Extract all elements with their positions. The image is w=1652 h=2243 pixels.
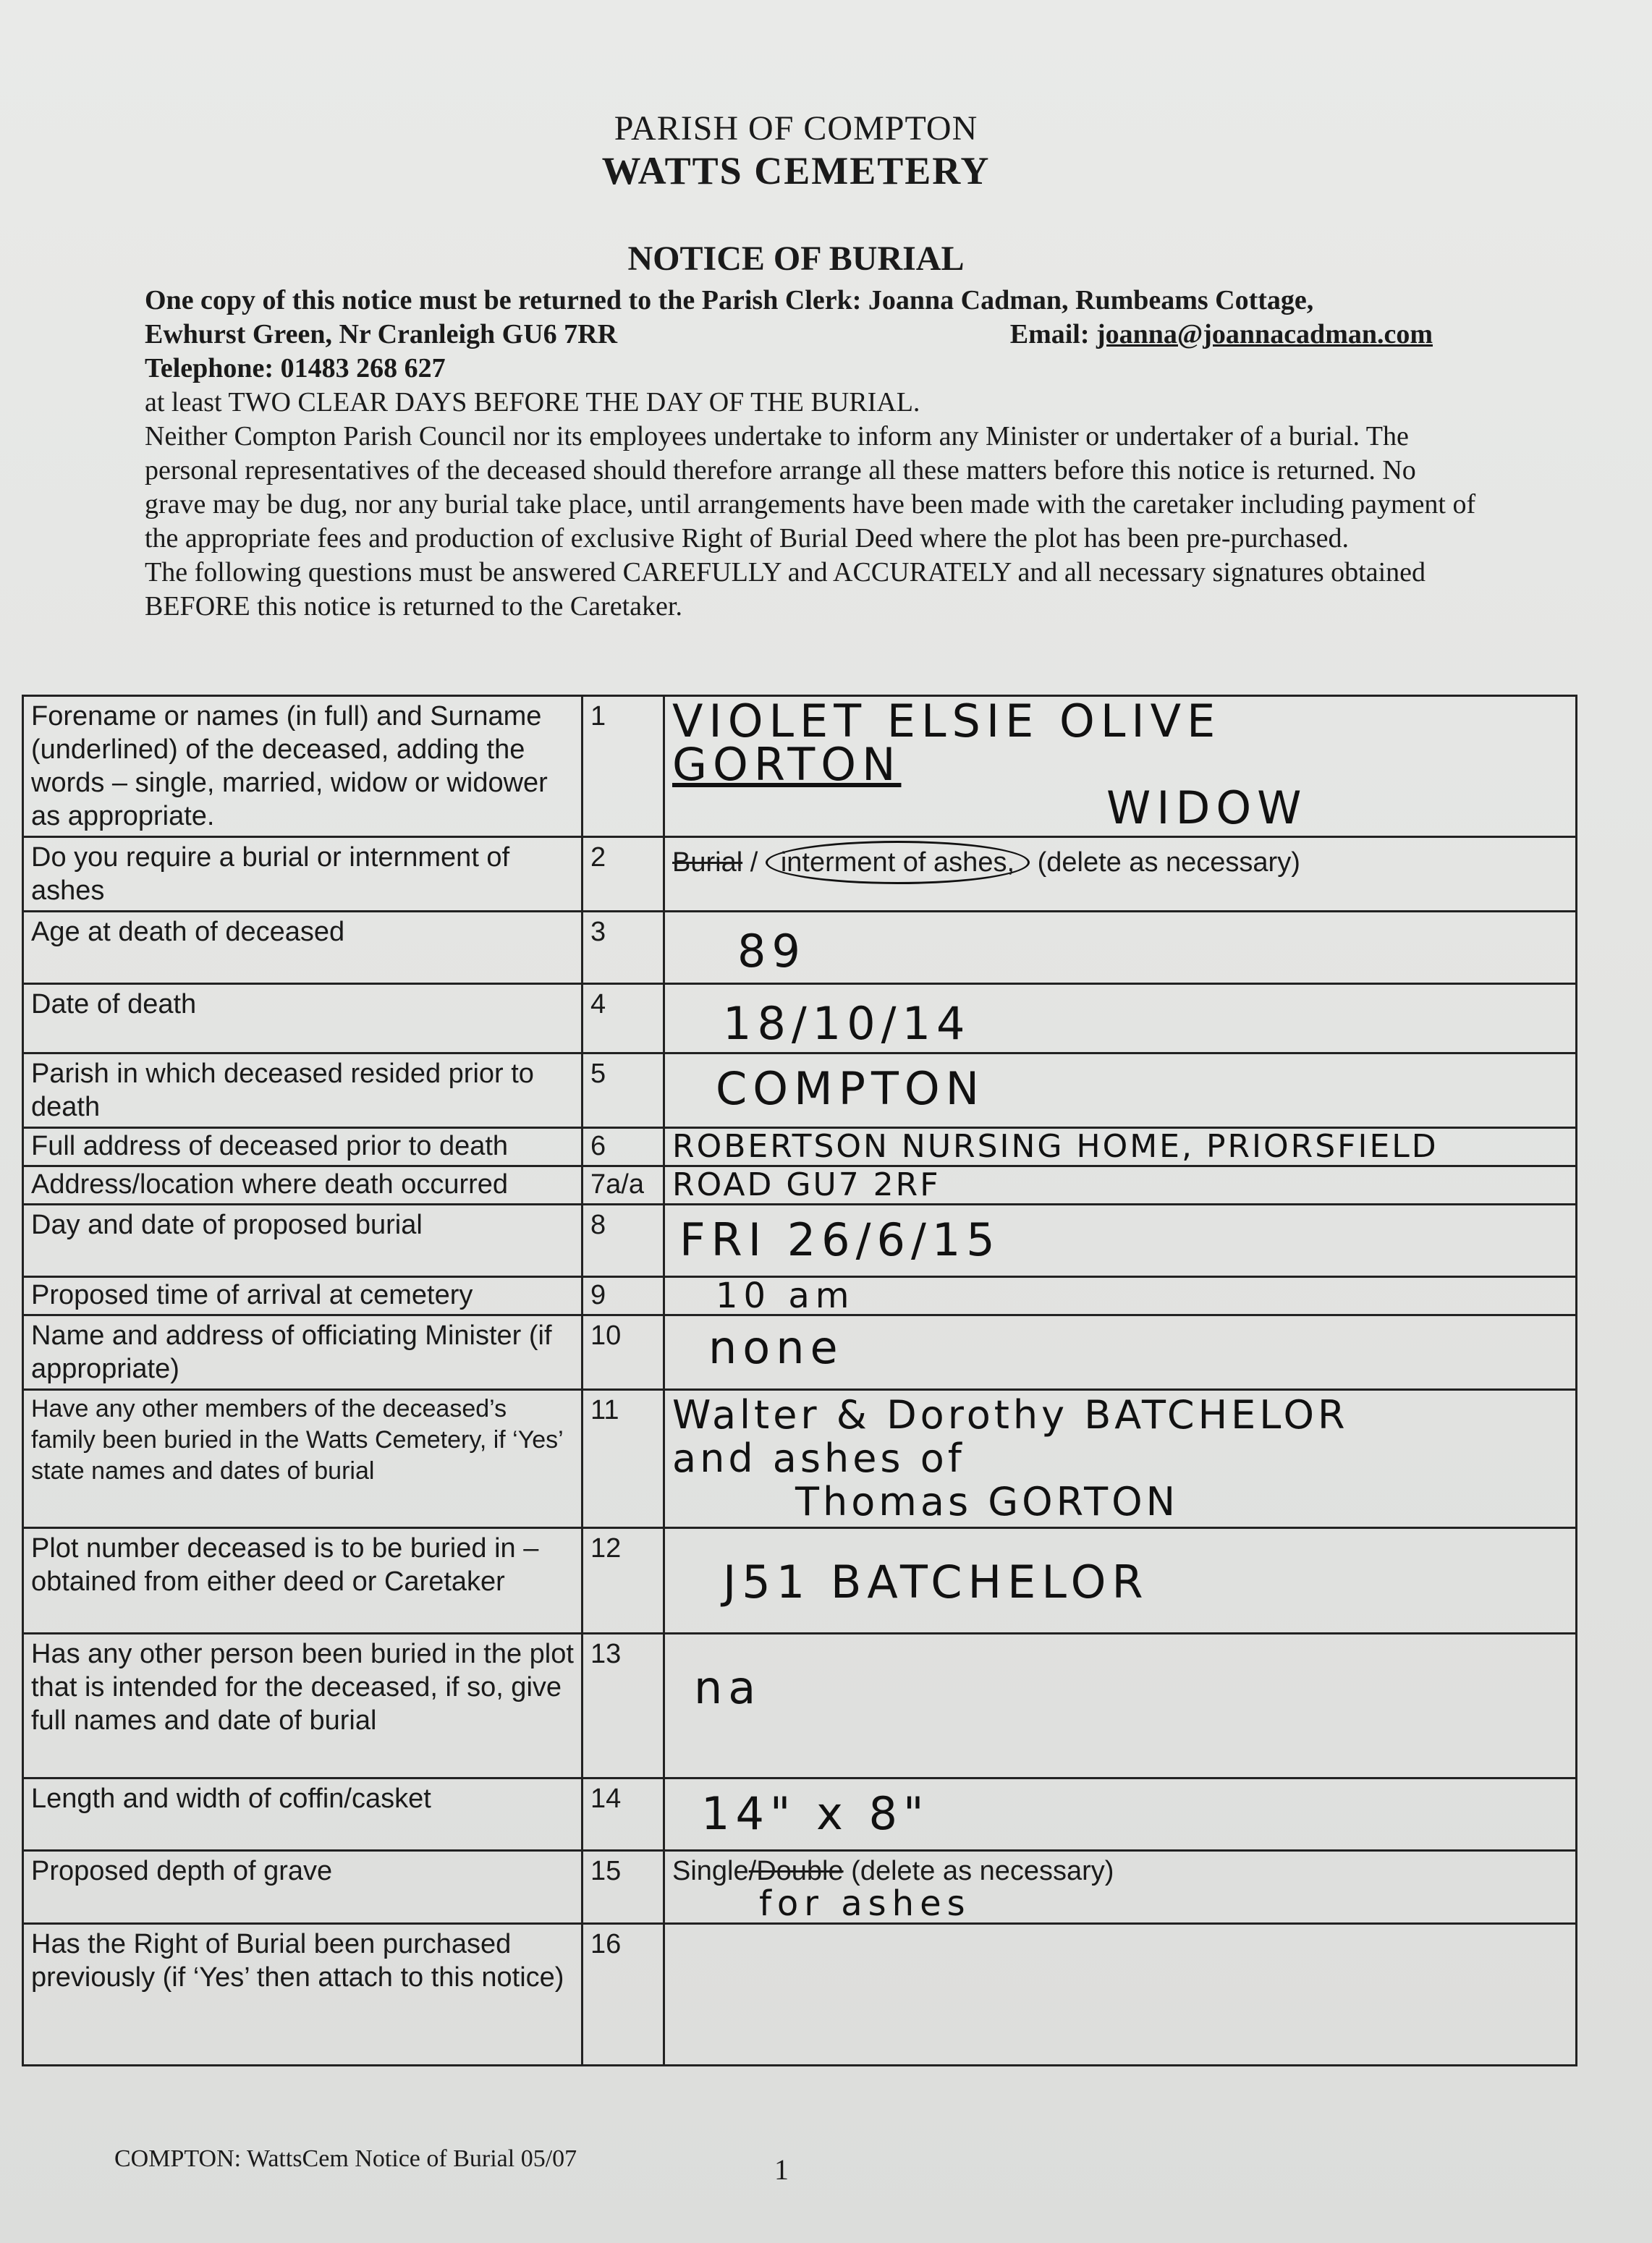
row-number: 13	[583, 1634, 664, 1778]
question-cell: Has any other person been buried in the plot that is intended for the deceased, if so, give full names and date of burial	[23, 1634, 583, 1778]
intro-telephone: Telephone: 01483 268 627	[145, 353, 446, 383]
intro-paragraph-1: Neither Compton Parish Council nor its employees undertake to inform any Minister or undertaker of a burial. The personal representatives of the deceased should therefore arrange all these matters before this notice is returned. No grave may be dug, nor any burial take place, until arrangements have been made with the caretaker including payment of the appropriate fees and production of exclusive Right of Burial Deed where the plot has been pre-purchased.	[145, 421, 1476, 554]
question-cell: Age at death of deceased	[23, 912, 583, 984]
answer-cell[interactable]	[664, 1128, 1577, 1166]
question-cell: Parish in which deceased resided prior to death	[23, 1053, 583, 1128]
intro-line-2	[145, 318, 1433, 352]
question-cell: Do you require a burial or internment of ashes	[23, 837, 583, 912]
row-number: 1	[583, 696, 664, 837]
answer-cell[interactable]	[664, 1851, 1577, 1924]
answer-cell[interactable]	[664, 1924, 1577, 2066]
handwritten-plot-number: J51 BATCHELOR	[723, 1556, 1149, 1608]
row-number: 6	[583, 1128, 664, 1166]
table-row	[23, 1851, 1577, 1924]
single-option: Single	[672, 1856, 749, 1886]
row-number: 9	[583, 1277, 664, 1315]
burial-option: Burial	[672, 847, 743, 878]
handwritten-other-burials: na	[694, 1661, 762, 1714]
intro-block	[145, 284, 1483, 624]
row-number: 8	[583, 1205, 664, 1277]
option-separator: /	[742, 847, 758, 878]
intro-paragraph-2: The following questions must be answered CAREFULLY and ACCURATELY and all necessary signatures obtained BEFORE this notice is returned to the Caretaker.	[145, 557, 1426, 622]
handwritten-date-of-death: 18/10/14	[723, 997, 971, 1050]
handwritten-arrival-time: 10 am	[716, 1276, 855, 1316]
answer-cell[interactable]	[664, 1166, 1577, 1205]
table-row	[23, 984, 1577, 1053]
handwritten-status: WIDOW	[1106, 781, 1308, 834]
notice-title: NOTICE OF BURIAL	[627, 239, 965, 278]
table-row	[23, 1205, 1577, 1277]
cemetery-heading: WATTS CEMETERY	[601, 149, 991, 192]
handwritten-burial-date: FRI 26/6/15	[679, 1213, 1001, 1266]
question-cell: Full address of deceased prior to death	[23, 1128, 583, 1166]
handwritten-family-line-1: Walter & Dorothy BATCHELOR	[672, 1392, 1349, 1438]
page-number: 1	[774, 2153, 789, 2186]
row-number: 2	[583, 837, 664, 912]
answer-cell[interactable]	[664, 912, 1577, 984]
row-number: 11	[583, 1390, 664, 1528]
question-cell: Day and date of proposed burial	[23, 1205, 583, 1277]
email-label: Email:	[1009, 319, 1090, 349]
handwritten-address-cont: ROAD GU7 2RF	[672, 1166, 941, 1203]
row-number: 12	[583, 1528, 664, 1634]
intro-line-1: One copy of this notice must be returned to the Parish Clerk: Joanna Cadman, Rumbeams Cottage,	[145, 285, 1314, 315]
question-cell: Forename or names (in full) and Surname (underlined) of the deceased, adding the words – single, married, widow or widower as appropriate.	[23, 696, 583, 837]
handwritten-depth: for ashes	[759, 1883, 971, 1924]
question-cell: Proposed depth of grave	[23, 1851, 583, 1924]
question-cell: Date of death	[23, 984, 583, 1053]
table-row	[23, 696, 1577, 837]
table-row	[23, 1634, 1577, 1778]
table-row	[23, 1277, 1577, 1315]
answer-cell[interactable]	[664, 696, 1577, 837]
answer-cell[interactable]	[664, 1634, 1577, 1778]
handwritten-minister: none	[708, 1321, 844, 1374]
intro-days: at least TWO CLEAR DAYS BEFORE THE DAY OF THE BURIAL.	[145, 387, 920, 417]
burial-form-table	[22, 695, 1577, 2066]
table-row	[23, 1778, 1577, 1851]
question-cell: Proposed time of arrival at cemetery	[23, 1277, 583, 1315]
row-number: 4	[583, 984, 664, 1053]
answer-cell[interactable]	[664, 1277, 1577, 1315]
handwritten-family-line-3: Thomas GORTON	[795, 1479, 1179, 1525]
interment-option-circled: interment of ashes,	[766, 841, 1030, 884]
intro-address: Ewhurst Green, Nr Cranleigh GU6 7RR	[145, 319, 618, 349]
parish-heading: PARISH OF COMPTON	[614, 109, 978, 148]
handwritten-family-line-2: and ashes of	[672, 1436, 965, 1481]
table-row	[23, 1053, 1577, 1128]
answer-cell[interactable]	[664, 1528, 1577, 1634]
table-row	[23, 912, 1577, 984]
handwritten-parish: COMPTON	[716, 1062, 986, 1115]
handwritten-coffin-size: 14" x 8"	[701, 1787, 930, 1840]
table-row	[23, 1528, 1577, 1634]
question-cell: Have any other members of the deceased’s family been buried in the Watts Cemetery, if ‘Yes’ state names and dates of burial	[23, 1390, 583, 1528]
question-cell: Length and width of coffin/casket	[23, 1778, 583, 1851]
table-row	[23, 837, 1577, 912]
row-number: 10	[583, 1315, 664, 1390]
question-cell: Has the Right of Burial been purchased previously (if ‘Yes’ then attach to this notice)	[23, 1924, 583, 2066]
table-row	[23, 1315, 1577, 1390]
handwritten-address: ROBERTSON NURSING HOME, PRIORSFIELD	[672, 1128, 1439, 1165]
depth-note: (delete as necessary)	[843, 1856, 1114, 1886]
table-row	[23, 1128, 1577, 1166]
question-cell: Name and address of officiating Minister (if appropriate)	[23, 1315, 583, 1390]
question-cell: Address/location where death occurred	[23, 1166, 583, 1205]
answer-cell[interactable]	[664, 1205, 1577, 1277]
answer-cell[interactable]	[664, 984, 1577, 1053]
answer-cell[interactable]	[664, 1315, 1577, 1390]
footer-reference: COMPTON: WattsCem Notice of Burial 05/07	[114, 2145, 577, 2172]
question-cell: Plot number deceased is to be buried in – obtained from either deed or Caretaker	[23, 1528, 583, 1634]
row-number: 14	[583, 1778, 664, 1851]
table-row	[23, 1924, 1577, 2066]
row-number: 5	[583, 1053, 664, 1128]
handwritten-age: 89	[737, 925, 806, 978]
answer-cell[interactable]	[664, 1390, 1577, 1528]
email-link[interactable]: joanna@joannacadman.com	[1096, 319, 1433, 349]
row-number: 16	[583, 1924, 664, 2066]
answer-cell[interactable]	[664, 1053, 1577, 1128]
answer-cell[interactable]	[664, 837, 1577, 912]
row-number: 3	[583, 912, 664, 984]
answer-cell[interactable]	[664, 1778, 1577, 1851]
table-row	[23, 1390, 1577, 1528]
double-option: /Double	[748, 1856, 844, 1886]
handwritten-forenames: VIOLET ELSIE OLIVE	[672, 695, 1221, 747]
table-row	[23, 1166, 1577, 1205]
handwritten-surname: GORTON	[672, 738, 902, 791]
row-number: 15	[583, 1851, 664, 1924]
row-number: 7a/a	[583, 1166, 664, 1205]
delete-note: (delete as necessary)	[1037, 847, 1300, 878]
intro-email-wrap	[1010, 318, 1433, 352]
